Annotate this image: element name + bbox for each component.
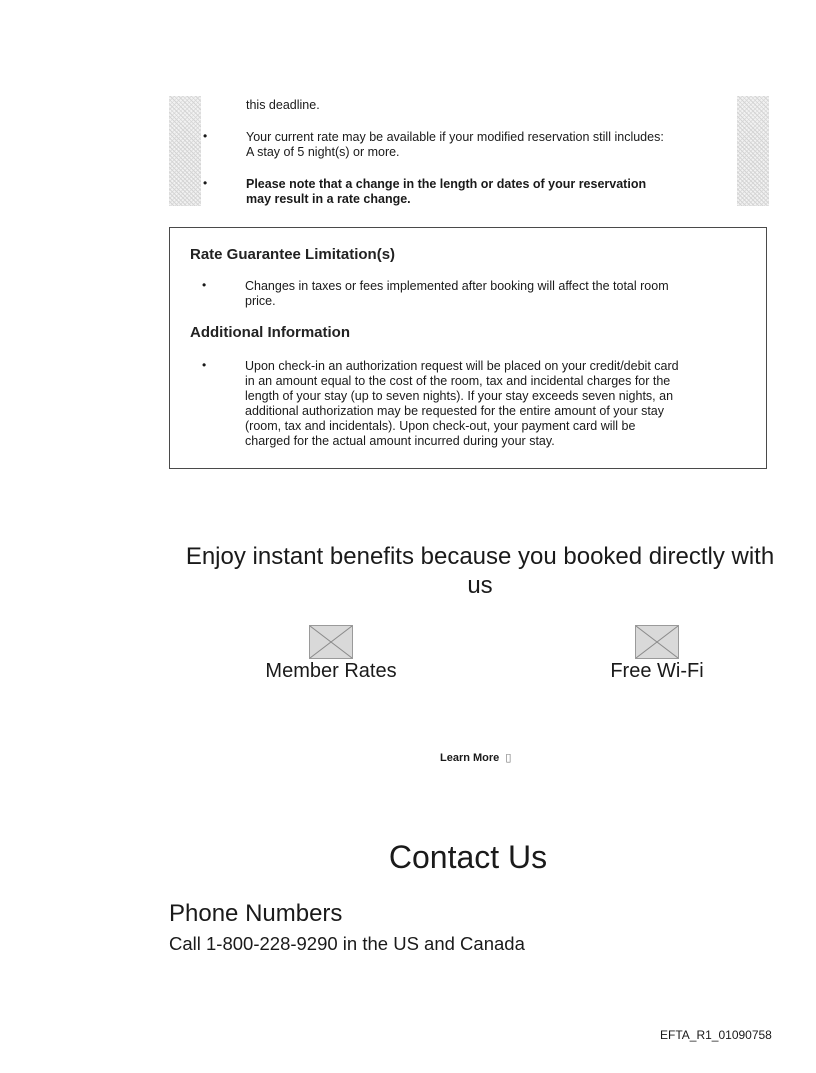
policy-bullet-rate-line2: A stay of 5 night(s) or more. (246, 145, 400, 159)
additional-info-line4: additional authorization may be requested for the entire amount of your stay (245, 404, 665, 418)
benefits-heading-line2: us (467, 572, 493, 599)
broken-image-icon (635, 625, 679, 659)
additional-info-heading: Additional Information (190, 324, 350, 341)
learn-more-label: Learn More (440, 752, 500, 764)
policy-bullet-change-line2: may result in a rate change. (246, 192, 411, 206)
arrow-icon: ▯ (505, 752, 512, 764)
policy-bullet-rate-line1: Your current rate may be available if your modified reservation still includes: (246, 130, 664, 144)
additional-info-line1: Upon check-in an authorization request will be placed on your credit/debit card (245, 359, 679, 373)
benefits-heading-line1: Enjoy instant benefits because you booked directly with (185, 543, 775, 570)
rate-guarantee-item-line2: price. (245, 294, 276, 308)
additional-info-line2: in an amount equal to the cost of the room, tax and incidental charges for the (245, 374, 671, 388)
decorative-stripe-left (169, 96, 201, 206)
bullet-icon: • (202, 278, 207, 292)
policy-bullet-change-line1: Please note that a change in the length or dates of your reservation (246, 177, 647, 191)
document-id: EFTA_R1_01090758 (660, 1028, 772, 1042)
learn-more-link[interactable] (440, 751, 511, 764)
additional-info-line6: charged for the actual amount incurred during your stay. (245, 434, 555, 448)
rate-guarantee-item-line1: Changes in taxes or fees implemented after booking will affect the total room (245, 279, 669, 293)
decorative-stripe-right (737, 96, 769, 206)
additional-info-line5: (room, tax and incidentals). Upon check-out, your payment card will be (245, 419, 636, 433)
benefit-free-wifi-label: Free Wi-Fi (610, 660, 704, 682)
phone-numbers-text: Call 1-800-228-9290 in the US and Canada (169, 933, 525, 954)
phone-numbers-heading: Phone Numbers (169, 900, 343, 927)
broken-image-icon (309, 625, 353, 659)
contact-heading: Contact Us (388, 839, 548, 875)
bullet-icon: • (202, 358, 207, 372)
additional-info-line3: length of your stay (up to seven nights). If your stay exceeds seven nights, an (245, 389, 674, 403)
rate-guarantee-box (169, 227, 767, 469)
policy-deadline-text: this deadline. (246, 98, 320, 112)
benefit-member-rates-label: Member Rates (265, 660, 397, 682)
bullet-icon: • (203, 129, 208, 143)
rate-guarantee-heading: Rate Guarantee Limitation(s) (190, 246, 396, 263)
bullet-icon: • (203, 176, 208, 190)
